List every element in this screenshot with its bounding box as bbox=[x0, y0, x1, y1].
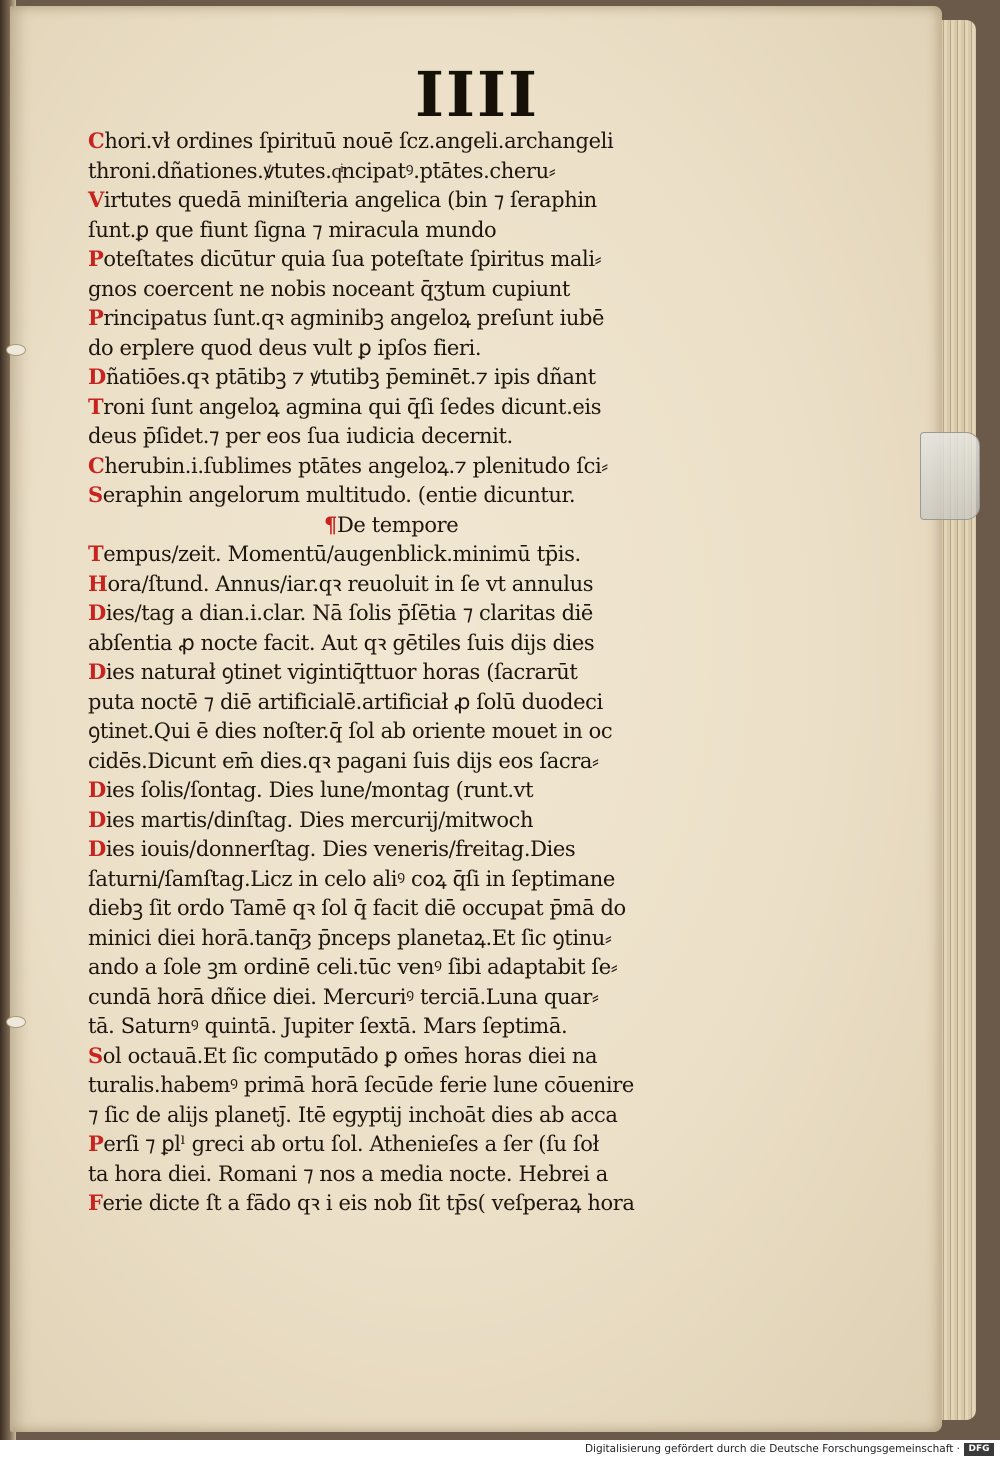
text-line bbox=[88, 628, 728, 658]
text-line bbox=[88, 834, 728, 864]
line-text: oteſtates dicūtur quia ſua poteſtate ſpiritus mali⸗ bbox=[103, 247, 602, 271]
line-text: ol octauā.Et ſic computādo ꝑ om̄es horas diei na bbox=[102, 1043, 598, 1068]
line-text: ta hora diei. Romani ⁊ nos a media nocte. Hebrei a bbox=[88, 1161, 608, 1186]
text-line bbox=[88, 1041, 728, 1071]
rubricated-initial: P bbox=[88, 246, 104, 271]
rubricated-initial: D bbox=[88, 806, 106, 832]
text-line bbox=[88, 1159, 728, 1189]
line-text: ⁊ ſic de alijs planetȷ̄. Itē egyptij inchoāt dies ab acca bbox=[88, 1102, 618, 1127]
line-text: empus/zeit. Momentū/augenblick.minimū tp̄is. bbox=[103, 542, 581, 566]
text-line bbox=[88, 274, 728, 304]
text-line bbox=[88, 1100, 728, 1130]
text-line bbox=[88, 1129, 728, 1159]
rubricated-initial: T bbox=[88, 393, 104, 419]
page-marker-tab bbox=[920, 432, 980, 520]
rubricated-initial: ¶ bbox=[324, 511, 337, 537]
rubricated-initial: P bbox=[88, 1131, 104, 1156]
dfg-logo: DFG bbox=[964, 1443, 994, 1456]
text-line bbox=[88, 1188, 728, 1218]
line-text: ſaturni/ſamſtag.Licz in celo aliꝰ coꝝ q̄ſi in ſeptimane bbox=[88, 866, 615, 891]
line-text: hori.vł ordines ſpirituū nouē ſcz.angeli.archangeli bbox=[104, 129, 614, 153]
rubricated-initial: C bbox=[88, 128, 105, 153]
text-line bbox=[88, 716, 728, 746]
text-line bbox=[88, 539, 728, 569]
text-line bbox=[88, 923, 728, 953]
line-text: irtutes quedā miniſteria angelica (bin ⁊ ſeraphin bbox=[103, 188, 597, 212]
text-line bbox=[88, 805, 728, 835]
rubricated-initial: V bbox=[88, 187, 104, 212]
text-line bbox=[88, 185, 728, 215]
text-line bbox=[88, 480, 728, 510]
rubricated-initial: F bbox=[88, 1190, 103, 1215]
text-line bbox=[88, 215, 728, 245]
text-line bbox=[88, 864, 728, 894]
text-line bbox=[88, 333, 728, 363]
line-text: diebꝫ ſit ordo Tamē qꝛ ſol q̄ facit diē occupat p̄mā do bbox=[88, 896, 626, 920]
line-text: ies ſolis/ſontag. Dies lune/montag (runt.vt bbox=[105, 778, 534, 802]
line-text: roni ſunt angeloꝝ agmina qui q̄ſi ſedes dicunt.eis bbox=[103, 394, 602, 419]
text-line bbox=[88, 746, 728, 776]
text-line bbox=[88, 1070, 728, 1100]
line-text: eraphin angelorum multitudo. (entie dicuntur. bbox=[102, 483, 576, 507]
line-text: turalis.habemꝰ primā horā ſecūde ferie lune cōuenire bbox=[88, 1073, 634, 1097]
text-line bbox=[88, 451, 728, 481]
text-line bbox=[88, 687, 728, 717]
text-line bbox=[88, 775, 728, 805]
line-text: erſi ⁊ ꝑlˡ greci ab ortu ſol. Athenieſes a ſer (ſu ſoł bbox=[103, 1132, 599, 1156]
text-line bbox=[88, 126, 728, 156]
line-text: ora/ſtund. Annus/iar.qꝛ reuoluit in ſe vt annulus bbox=[107, 571, 594, 596]
text-line bbox=[88, 1011, 728, 1041]
line-text: herubin.i.ſublimes ptātes angeloꝝ.⁊ plenitudo ſci⸗ bbox=[104, 453, 608, 478]
line-text: tā. Saturnꝰ quintā. Jupiter ſextā. Mars ſeptimā. bbox=[88, 1014, 568, 1038]
folio-number: IIII bbox=[415, 58, 540, 131]
line-text: erie dicte ſt a fādo qꝛ i eis nob ſit tp̄s( veſperaꝝ hora bbox=[102, 1191, 635, 1215]
text-line bbox=[88, 303, 728, 333]
text-line bbox=[88, 244, 728, 274]
binding-thread bbox=[6, 344, 26, 356]
section-heading bbox=[88, 510, 728, 540]
line-text: ies martis/dinſtag. Dies mercurij/mitwoch bbox=[105, 807, 534, 832]
rubricated-initial: P bbox=[88, 305, 104, 330]
line-text: do erplere quod deus vult ꝑ ipſos fieri. bbox=[88, 335, 482, 360]
rubricated-initial: D bbox=[88, 659, 106, 684]
line-text: cidēs.Dicunt em̄ dies.qꝛ pagani ſuis dijs eos ſacra⸗ bbox=[88, 748, 599, 773]
line-text: ando a ſole ꝫm ordinē celi.tūc venꝰ ſibi adaptabit ſe⸗ bbox=[88, 955, 618, 979]
text-block bbox=[88, 126, 728, 1218]
text-line bbox=[88, 392, 728, 422]
text-line bbox=[88, 598, 728, 628]
line-text: ies/tag a dian.i.clar. Nā ſolis p̄ſētia ⁊ claritas diē bbox=[105, 601, 593, 625]
rubricated-initial: D bbox=[88, 600, 106, 625]
text-line bbox=[88, 156, 728, 186]
text-line bbox=[88, 893, 728, 923]
line-text: ies naturał ꝯtinet vigintiq̄ttuor horas (ſacrarūt bbox=[105, 660, 578, 684]
rubricated-initial: D bbox=[88, 364, 106, 389]
binding-thread bbox=[6, 1016, 26, 1028]
text-line bbox=[88, 362, 728, 392]
footer-bar bbox=[0, 1440, 1000, 1459]
line-text: ies iouis/donnerſtag. Dies veneris/freitag.Dies bbox=[105, 837, 576, 861]
page-block-edges bbox=[940, 20, 976, 1420]
text-line bbox=[88, 982, 728, 1012]
rubricated-initial: D bbox=[88, 777, 106, 802]
text-line bbox=[88, 569, 728, 599]
line-text: cundā horā dñice diei. Mercuriꝰ terciā.Luna quar⸗ bbox=[88, 984, 599, 1009]
rubricated-initial: T bbox=[88, 541, 104, 566]
rubricated-initial: S bbox=[88, 482, 103, 507]
line-text: abſentia ꝓ nocte facit. Aut qꝛ gētiles ſuis dijs dies bbox=[88, 630, 595, 655]
rubricated-initial: C bbox=[88, 452, 105, 478]
line-text: puta noctē ⁊ diē artificialē.artificiał ꝓ ſolū duodeci bbox=[88, 689, 603, 714]
text-line bbox=[88, 657, 728, 687]
rubricated-initial: H bbox=[88, 570, 108, 596]
rubricated-initial: D bbox=[88, 836, 106, 861]
line-text: ſunt.ꝑ que fiunt ſigna ⁊ miracula mundo bbox=[88, 217, 497, 242]
line-text: ꝯtinet.Qui ē dies noſter.q̄ ſol ab oriente mouet in oc bbox=[88, 719, 613, 743]
rubricated-initial: S bbox=[88, 1042, 103, 1068]
line-text: minici diei horā.tanq̄ȝ p̄nceps planetaꝝ.Et ſic ꝯtinu⸗ bbox=[88, 925, 612, 950]
line-text: De tempore bbox=[336, 512, 459, 537]
text-line bbox=[88, 952, 728, 982]
line-text: throni.dñationes.ꝟtutes.qͥncipatꝰ.ptātes.cheru⸗ bbox=[88, 158, 556, 183]
line-text: rincipatus ſunt.qꝛ agminibꝫ angeloꝝ preſunt iubē bbox=[103, 306, 605, 330]
line-text: ñatiōes.qꝛ ptātibꝫ ⁊ ꝟtutibꝫ p̄eminēt.⁊ ipis dñant bbox=[105, 365, 596, 389]
line-text: deus p̄ſidet.⁊ per eos ſua iudicia decernit. bbox=[88, 424, 513, 448]
funding-credit: Digitalisierung gefördert durch die Deutsche Forschungsgemeinschaft · bbox=[584, 1443, 960, 1455]
line-text: gnos coercent ne nobis noceant q̄ʒtum cupiunt bbox=[88, 276, 570, 301]
text-line bbox=[88, 421, 728, 451]
